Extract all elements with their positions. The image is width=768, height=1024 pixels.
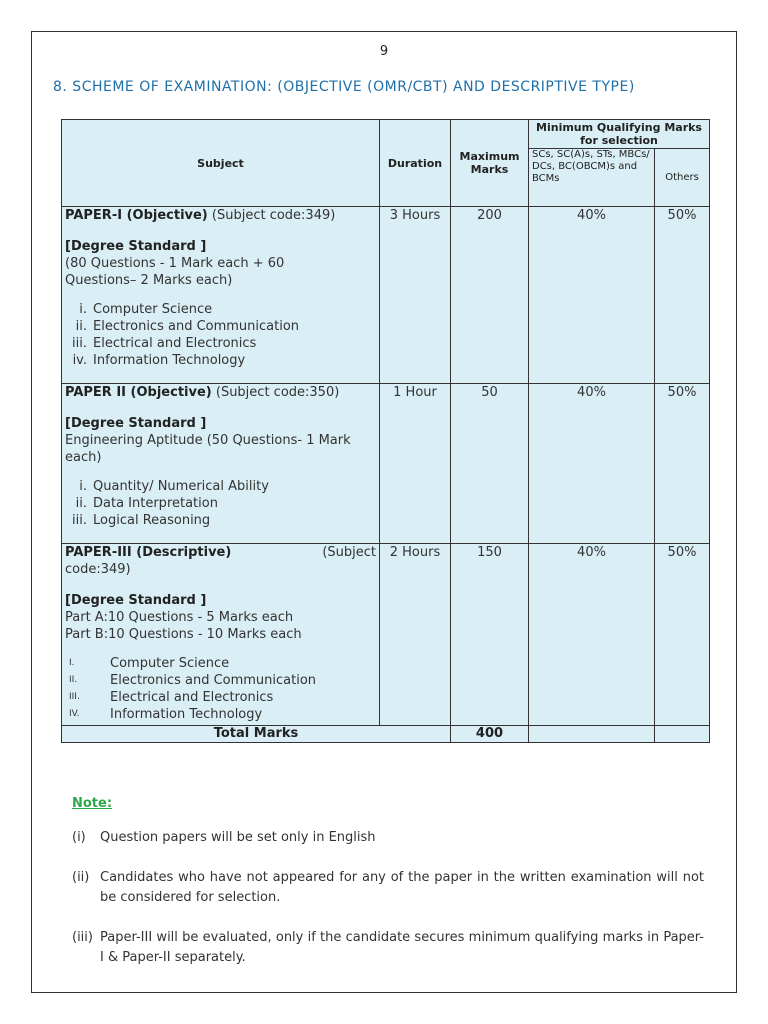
paper-code: (Subject code:350): [211, 385, 340, 400]
section-heading: 8. SCHEME OF EXAMINATION: (OBJECTIVE (OMR/CBT) AND DESCRIPTIVE TYPE): [53, 79, 635, 95]
paper-description: Engineering Aptitude (50 Questions- 1 Mark: [65, 433, 351, 448]
paper-row: [62, 544, 710, 726]
paper-title: PAPER-I (Objective): [65, 208, 208, 223]
subject-item: iii. Electrical and Electronics: [72, 336, 257, 351]
subject-list: [65, 478, 376, 529]
note-number: (iii): [72, 930, 93, 945]
paper-code: (Subject: [322, 545, 376, 560]
paper-description: Part B:10 Questions - 10 Marks each: [65, 627, 302, 642]
paper-row: [62, 207, 710, 384]
marks-cell: 200: [451, 207, 529, 384]
note-number: (i): [72, 830, 86, 845]
duration-cell: 2 Hours: [380, 544, 451, 726]
total-row: [62, 726, 710, 743]
subject-item: III. Electrical and Electronics: [69, 690, 274, 705]
marks-cell: 50: [451, 384, 529, 544]
subject-item: iii. Logical Reasoning: [72, 513, 211, 528]
total-label: Total Marks: [62, 726, 451, 743]
subject-item: i. Computer Science: [79, 302, 213, 317]
reserved-pct-cell: 40%: [529, 384, 655, 544]
subject-list: [65, 301, 376, 369]
subject-item: ii. Data Interpretation: [75, 496, 218, 511]
note-text: Candidates who have not appeared for any of the paper in the written examination will not be considered for selection.: [100, 870, 704, 905]
marks-cell: 150: [451, 544, 529, 726]
others-pct-cell: 50%: [655, 207, 710, 384]
header-others: Others: [655, 149, 710, 207]
subject-item: II. Electronics and Communication: [69, 673, 317, 688]
subject-item: ii. Electronics and Communication: [75, 319, 300, 334]
header-min-qualifying: Minimum Qualifying Marks for selection: [529, 120, 710, 149]
header-duration: Duration: [380, 120, 451, 207]
subject-item: I. Computer Science: [69, 656, 230, 671]
others-pct-cell: 50%: [655, 544, 710, 726]
duration-cell: 3 Hours: [380, 207, 451, 384]
header-subject: Subject: [62, 120, 380, 207]
note-title: Note:: [72, 796, 113, 811]
header-max-marks: Maximum Marks: [451, 120, 529, 207]
paper-row: [62, 384, 710, 544]
header-reserved-categories: SCs, SC(A)s, STs, MBCs/ DCs, BC(OBCM)s and BCMs: [529, 149, 655, 207]
paper-description: Questions– 2 Marks each): [65, 273, 233, 288]
paper-title: PAPER II (Objective): [65, 385, 212, 400]
exam-scheme-table: [61, 119, 710, 743]
others-pct-cell: 50%: [655, 384, 710, 544]
subject-item: IV. Information Technology: [69, 707, 263, 722]
subject-item: i. Quantity/ Numerical Ability: [79, 479, 269, 494]
note-number: (ii): [72, 870, 90, 885]
paper-code-cont: code:349): [65, 562, 131, 577]
note-item: [72, 868, 704, 908]
note-text: Paper-III will be evaluated, only if the candidate secures minimum qualifying marks in Paper-I & Paper-II separately.: [100, 930, 704, 965]
degree-standard: [Degree Standard ]: [65, 239, 207, 254]
total-value: 400: [451, 726, 529, 743]
page-number: 9: [379, 44, 389, 59]
note-item: [72, 828, 704, 848]
subject-item: iv. Information Technology: [72, 353, 246, 368]
duration-cell: 1 Hour: [380, 384, 451, 544]
degree-standard: [Degree Standard ]: [65, 416, 207, 431]
paper-code: (Subject code:349): [207, 208, 336, 223]
paper-description: (80 Questions - 1 Mark each + 60: [65, 256, 285, 271]
paper-description: Part A:10 Questions - 5 Marks each: [65, 610, 294, 625]
paper-description: each): [65, 450, 102, 465]
paper-title: PAPER-III (Descriptive): [65, 545, 232, 560]
reserved-pct-cell: 40%: [529, 544, 655, 726]
note-item: [72, 928, 704, 968]
note-text: Question papers will be set only in English: [100, 830, 376, 845]
subject-list: [65, 655, 376, 723]
degree-standard: [Degree Standard ]: [65, 593, 207, 608]
reserved-pct-cell: 40%: [529, 207, 655, 384]
